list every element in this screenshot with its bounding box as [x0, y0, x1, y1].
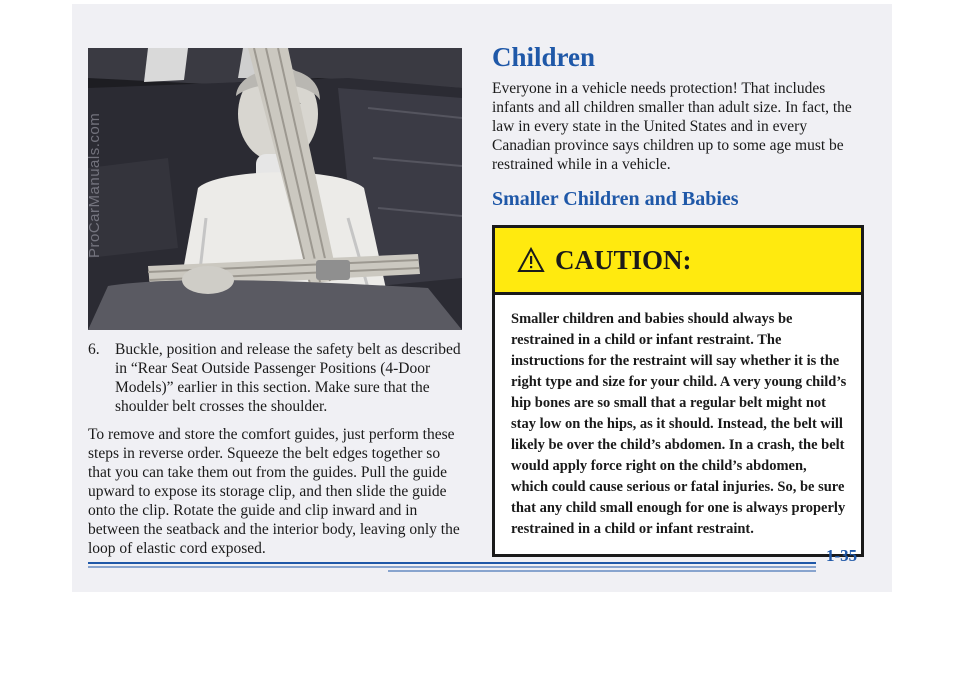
- caution-body: Smaller children and babies should always be restrained in a child or infant restraint. The instructions for the restraint will say whether it is the right type and size for your child. A very young child’s hip bones are so small that a regular belt might not stay low on the hips, as it should. Instead, the belt will likely be over the child’s abdomen. In a crash, the belt would apply force right on the child’s abdomen, which could cause serious or fatal injuries. So, be sure that any child small enough for one is always properly restrained in a child or infant restraint.: [511, 311, 847, 537]
- right-column: [492, 42, 864, 557]
- page-number: 1-35: [826, 546, 858, 565]
- step-number: 6.: [88, 341, 100, 358]
- caution-title: CAUTION:: [555, 244, 692, 275]
- caution-header: [495, 228, 861, 295]
- step-text: Buckle, position and release the safety belt as described in “Rear Seat Outside Passenger Positions (4-Door Models)” earlier in this section. Make sure that the shoulder belt crosses the shoulder.: [115, 341, 461, 415]
- subsection-heading: Smaller Children and Babies: [492, 188, 739, 210]
- watermark-text: ProCarManuals.com: [86, 112, 103, 258]
- warning-triangle-icon: [517, 247, 545, 273]
- section-heading: Children: [492, 42, 596, 72]
- child-seatbelt-illustration: [88, 48, 462, 330]
- remove-guides-paragraph: To remove and store the comfort guides, just perform these steps in reverse order. Squeeze the belt edges together so that you can take them out from the guides. Pull the guide upward to expose its storage clip, and then slide the guide onto the clip. Rotate the guide and clip inward and in between the seatback and the interior body, leaving only the loop of elastic cord exposed.: [88, 426, 460, 557]
- caution-box: [492, 225, 864, 557]
- step-item: [88, 340, 466, 416]
- left-column-text: [88, 340, 466, 558]
- intro-paragraph: Everyone in a vehicle needs protection! That includes infants and all children smaller than adult size. In fact, the law in every state in the United States and in every Canadian province says children up to some age must be restrained while in a vehicle.: [492, 80, 852, 173]
- footer-rule: [88, 560, 816, 574]
